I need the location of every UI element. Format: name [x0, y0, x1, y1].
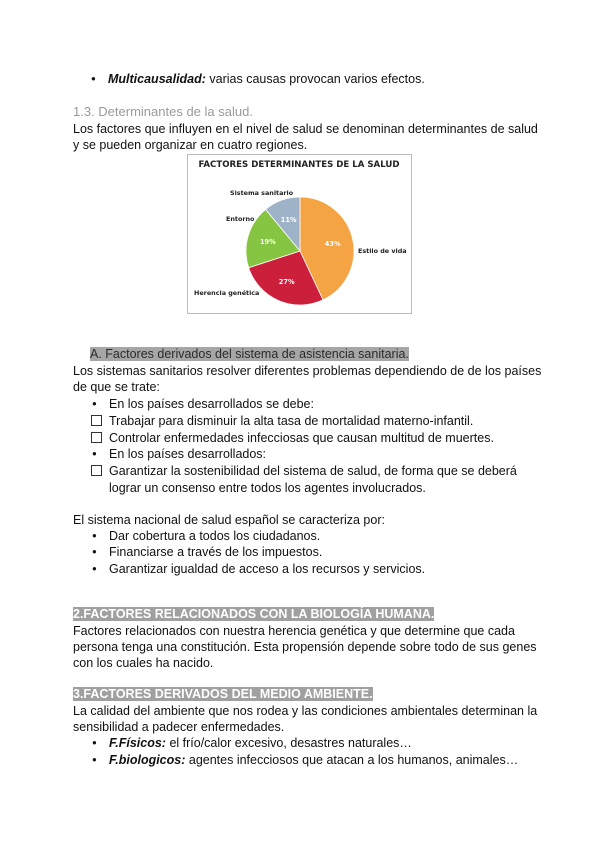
pie-percent-label: 19%	[259, 238, 276, 247]
section-2-line: con los cuales ha nacido.	[73, 656, 214, 670]
list-item-term: F.biologicos:	[109, 753, 186, 767]
list-item: ● Financiarse a través de los impuestos.	[109, 544, 322, 560]
section-1-3-para-line2: y se pueden organizar en cuatro regiones.	[73, 138, 308, 152]
section-3-heading-text: 3.FACTORES DERIVADOS DEL MEDIO AMBIENTE.	[73, 687, 373, 701]
pie-label-entorno: Entorno	[226, 215, 255, 223]
section-a-heading	[90, 346, 409, 362]
section-a-heading-text: A. Factores derivados del sistema de asistencia sanitaria.	[90, 347, 409, 361]
list-item	[109, 413, 473, 429]
section-2-line: Factores relacionados con nuestra herencia genética y que determine que cada	[73, 624, 515, 638]
list-item-text: Trabajar para disminuir la alta tasa de mortalidad materno-infantil.	[109, 414, 474, 428]
section-2-line: persona tenga una constitución. Esta propensión depende sobre todo de sus genes	[73, 640, 537, 654]
pie-percent-label: 43%	[324, 240, 341, 249]
list-item	[109, 463, 517, 479]
pie-label-herencia-genetica: Herencia genética	[194, 289, 260, 297]
checkbox-icon[interactable]	[91, 465, 102, 476]
chart-title: FACTORES DETERMINANTES DE LA SALUD	[198, 160, 400, 170]
list-item	[109, 735, 412, 751]
section-a-para-line1: Los sistemas sanitarios resolver diferentes problemas dependiendo de de los países	[73, 364, 542, 378]
checkbox-icon[interactable]	[91, 415, 102, 426]
section-2-heading	[73, 606, 434, 622]
list-item-text: Controlar enfermedades infecciosas que causan multitud de muertes.	[109, 431, 494, 445]
list-item: ● En los países desarrollados:	[109, 446, 266, 462]
text-multicausalidad: varias causas provocan varios efectos.	[205, 72, 425, 86]
term-multicausalidad: Multicausalidad:	[108, 72, 206, 86]
section-1-3-para-line1: Los factores que influyen en el nivel de salud se denominan determinantes de salud	[73, 122, 538, 136]
list-item-continuation: lograr un consenso entre todos los agentes involucrados.	[109, 481, 426, 495]
list-item-term: F.Físicos:	[109, 736, 166, 750]
bullet-multicausalidad	[108, 71, 425, 87]
pie-chart-svg	[188, 155, 411, 313]
list-item: ● Garantizar igualdad de acceso a los recursos y servicios.	[109, 561, 425, 577]
pie-percent-label: 27%	[278, 278, 295, 287]
section-3-heading	[73, 686, 373, 702]
section-2-heading-text: 2.FACTORES RELACIONADOS CON LA BIOLOGÍA HUMANA.	[73, 607, 435, 621]
list-item-text: el frío/calor excesivo, desastres naturales…	[165, 736, 412, 750]
section-1-3-heading: 1.3. Determinantes de la salud.	[73, 104, 253, 119]
list-item-text: agentes infecciosos que atacan a los humanos, animales…	[185, 753, 519, 767]
checkbox-icon[interactable]	[91, 432, 102, 443]
list-item: ● En los países desarrollados se debe:	[109, 396, 314, 412]
sistema-nacional-intro: El sistema nacional de salud español se caracteriza por:	[73, 513, 385, 527]
pie-percent-label: 11%	[280, 215, 297, 224]
list-item: ● Dar cobertura a todos los ciudadanos.	[109, 528, 320, 544]
determinants-pie-chart	[187, 154, 412, 314]
list-item	[109, 430, 494, 446]
pie-label-sistema-sanitario: Sistema sanitario	[230, 189, 294, 197]
section-a-para-line2: de que se trate:	[73, 380, 160, 394]
section-3-line: sensibilidad a padecer enfermedades.	[73, 720, 285, 734]
pie-label-estilo-de-vida: Estilo de vida	[358, 247, 407, 255]
section-3-line: La calidad del ambiente que nos rodea y las condiciones ambientales determinan la	[73, 704, 538, 718]
list-item	[109, 752, 518, 768]
list-item-text: Garantizar la sostenibilidad del sistema de salud, de forma que se deberá	[109, 464, 517, 478]
